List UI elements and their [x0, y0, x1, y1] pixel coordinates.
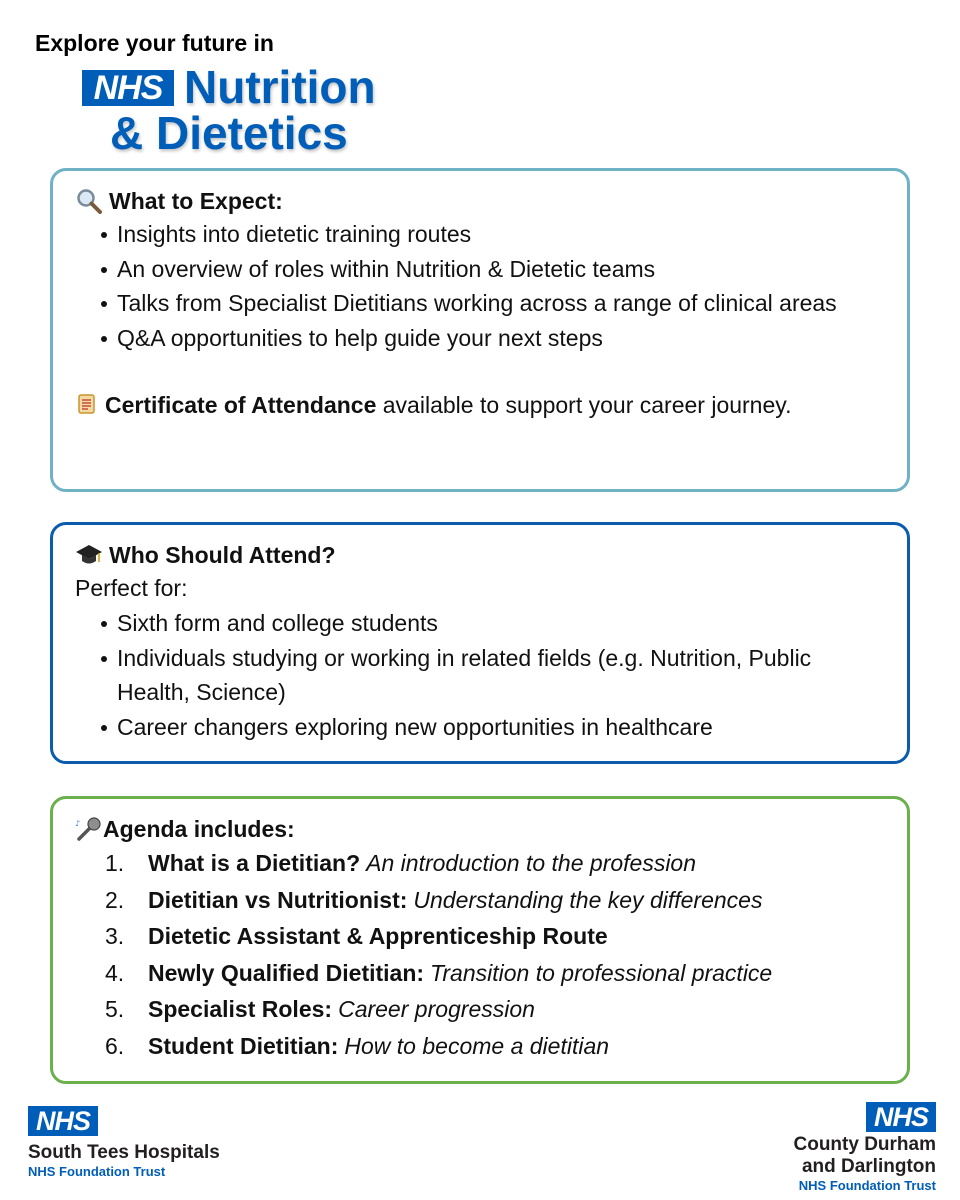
certificate-bold: Certificate of Attendance	[105, 392, 377, 418]
agenda-number: 2.	[105, 886, 125, 913]
magnifying-glass-icon	[75, 188, 105, 214]
agenda-item-title: Student Dietitian:	[148, 1032, 339, 1059]
agenda-item-desc: An introduction to the profession	[366, 850, 697, 876]
agenda-number: 3.	[105, 923, 125, 949]
svg-text:♪: ♪	[75, 819, 81, 828]
who-should-attend-card	[50, 522, 910, 764]
trust-name: NHS Foundation Trust	[28, 1164, 166, 1179]
list-item: An overview of roles within Nutrition & Dietetic teams	[117, 252, 887, 287]
trust-name: NHS Foundation Trust	[798, 1178, 936, 1193]
list-item: Individuals studying or working in related fields (e.g. Nutrition, Public Health, Science)	[117, 641, 887, 710]
agenda-number: 6.	[105, 1032, 125, 1059]
nhs-badge: NHS	[28, 1106, 98, 1136]
expect-list	[75, 217, 887, 355]
list-item: Insights into dietetic training routes	[117, 217, 887, 252]
what-to-expect-heading	[75, 185, 887, 217]
nhs-badge: NHS	[866, 1102, 936, 1132]
org-name-line2: and Darlington	[801, 1156, 936, 1177]
graduation-cap-icon	[75, 542, 105, 568]
agenda-list	[75, 845, 887, 1064]
agenda-item	[105, 882, 887, 919]
agenda-item-title: Dietitian vs Nutritionist:	[148, 886, 408, 913]
agenda-item-desc: Understanding the key differences	[413, 886, 763, 913]
agenda-item	[105, 991, 887, 1028]
agenda-item-desc: Career progression	[338, 996, 535, 1022]
agenda-number: 4.	[105, 959, 125, 986]
agenda-item	[105, 955, 887, 992]
certificate-line	[75, 388, 887, 423]
list-item: Q&A opportunities to help guide your next steps	[117, 321, 887, 356]
list-item: Career changers exploring new opportunities in healthcare	[117, 710, 887, 745]
agenda-number: 5.	[105, 996, 125, 1022]
org-name: South Tees Hospitals	[28, 1142, 220, 1163]
microphone-icon	[75, 816, 103, 842]
list-item: Sixth form and college students	[117, 606, 887, 641]
who-should-attend-title: Who Should Attend?	[109, 542, 336, 568]
agenda-number: 1.	[105, 850, 125, 876]
what-to-expect-title: What to Expect:	[109, 188, 283, 214]
intro-text: Explore your future in	[35, 30, 274, 56]
agenda-heading	[75, 813, 887, 845]
county-durham-logo	[794, 1102, 937, 1194]
nhs-logo: NHS	[82, 70, 174, 106]
agenda-title: Agenda includes:	[103, 816, 295, 842]
what-to-expect-card	[50, 168, 910, 492]
agenda-card	[50, 796, 910, 1084]
org-name-line1: County Durham	[793, 1134, 936, 1155]
attend-list	[75, 606, 887, 744]
agenda-item	[105, 845, 887, 882]
list-item: Talks from Specialist Dietitians working across a range of clinical areas	[117, 286, 887, 321]
agenda-item	[105, 918, 887, 955]
agenda-item-title: What is a Dietitian?	[148, 850, 361, 876]
agenda-item-title: Specialist Roles:	[148, 996, 333, 1022]
page-title-line2: & Dietetics	[110, 107, 348, 159]
certificate-rest: available to support your career journey.	[376, 392, 792, 418]
agenda-item-title: Newly Qualified Dietitian:	[148, 959, 425, 986]
agenda-item-desc: Transition to professional practice	[430, 959, 773, 986]
agenda-item-desc: How to become a dietitian	[344, 1032, 610, 1059]
page-title-line1: Nutrition	[184, 61, 376, 113]
scroll-icon	[75, 391, 101, 415]
perfect-for-label: Perfect for:	[75, 575, 188, 601]
agenda-item-title: Dietetic Assistant & Apprenticeship Route	[148, 923, 608, 949]
agenda-item	[105, 1028, 887, 1065]
south-tees-logo	[28, 1106, 220, 1180]
who-should-attend-heading	[75, 539, 887, 571]
